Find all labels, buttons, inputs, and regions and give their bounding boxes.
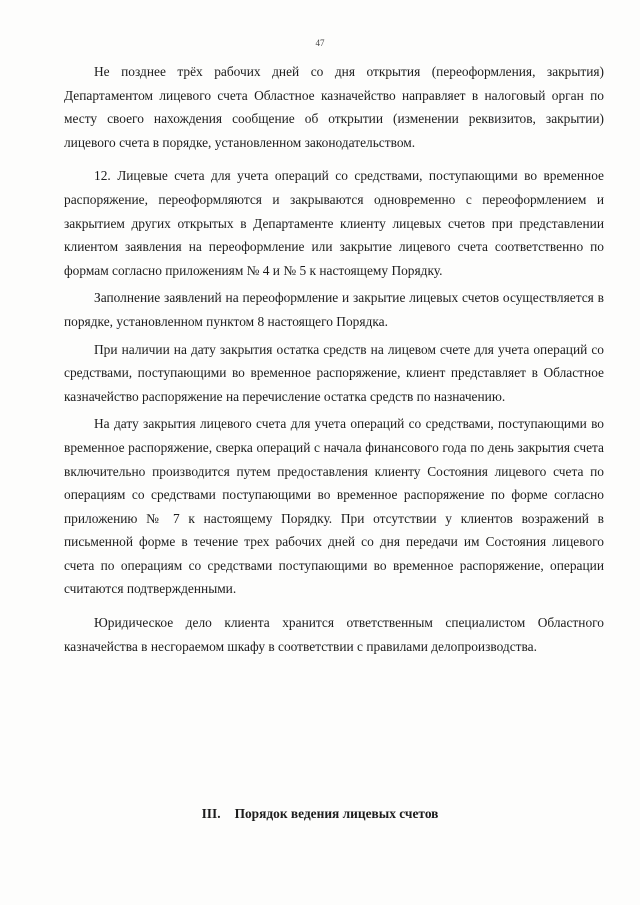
paragraph-client-file: Юридическое дело клиента хранится ответственным специалистом Областного казначейства в несгораемом шкафу в соответствии с правилами делопроизводства. [64,615,604,654]
paragraph-filling-applications: Заполнение заявлений на переоформление и закрытие лицевых счетов осуществляется в порядке, установленном пунктом 8 настоящего Порядка. [64,290,604,329]
section-heading [0,806,640,822]
paragraph-remaining-funds: При наличии на дату закрытия остатка средств на лицевом счете для учета операций со средствами, поступающими во временное распоряжение, клиент представляет в Областное казначейство распоряжение на перечисление остатка средств по назначению. [64,341,604,404]
paragraph-item-12: 12. Лицевые счета для учета операций со средствами, поступающими во временное распоряжение, переоформляются и закрываются одновременно с переоформлением и закрытием других открытых в Департаменте клиенту лицевых счетов при представлении клиентом заявления на переоформление или закрытие лицевого счета соответственно по формам согласно приложениям № 4 и № 5 к настоящему Порядку. [64,168,604,278]
section-title: Порядок ведения лицевых счетов [234,806,439,821]
section-number: III. [201,806,221,821]
paragraph-reconciliation: На дату закрытия лицевого счета для учета операций со средствами, поступающими во временное распоряжение, сверка операций с начала финансового года по день закрытия счета включительно производится путем предоставления клиенту Состояния лицевого счета по операциям со средствами поступающими во временное распоряжение по форме согласно приложению № 7 к настоящему Порядку. При отсутствии у клиентов возражений в письменной форме в течение трех рабочих дней со дня передачи им Состояния лицевого счета по операциям со средствами поступающими во временное распоряжение, операции считаются подтвержденными. [64,416,604,597]
page-number: 47 [315,38,325,48]
document-body [64,60,604,658]
paragraph-notification: Не позднее трёх рабочих дней со дня открытия (переоформления, закрытия) Департаментом лицевого счета Областное казначейство направляет в налоговый орган по месту своего нахождения сообщение об открытии (изменении реквизитов, закрытии) лицевого счета в порядке, установленном законодательством. [64,64,604,150]
